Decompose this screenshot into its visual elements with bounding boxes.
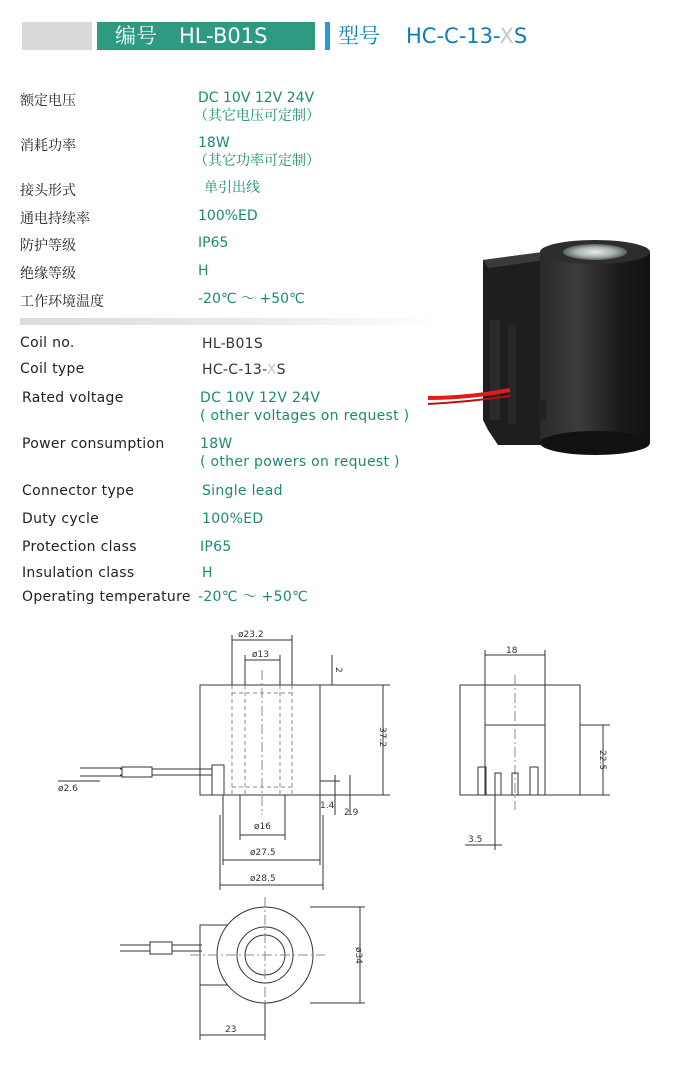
side-view-drawing [450, 635, 630, 865]
dim-outer-top: ø23.2 [238, 630, 264, 640]
coil-number-banner [97, 22, 315, 50]
spec-cn-value: -20℃ ～ +50℃ [198, 291, 305, 307]
spec-cn-value: H [198, 263, 209, 279]
spec-en-value [202, 361, 286, 379]
type-title [338, 22, 527, 50]
spec-cn-label: 通电持续率 [20, 211, 90, 227]
header-grey-block [22, 22, 92, 50]
coil-number-value: HL-B01S [179, 24, 268, 48]
spec-cn-label: 工作环境温度 [20, 294, 104, 310]
dim-base-inner: ø27.5 [250, 848, 276, 858]
dim-top-offset: 23 [225, 1025, 237, 1035]
spec-en-label: Coil type [20, 361, 85, 377]
spec-en-label: Coil no. [20, 335, 75, 351]
spec-en-value: -20℃ ～ +50℃ [198, 589, 309, 605]
dim-h2: 2.9 [344, 808, 359, 818]
dim-base-outer: ø28.5 [250, 874, 276, 884]
spec-cn-value: DC 10V 12V 24V [198, 90, 315, 106]
spec-en-value: H [202, 565, 213, 581]
spec-cn-note: （其它电压可定制） [194, 108, 320, 124]
dim-top-diameter: ø34 [353, 947, 363, 964]
dim-height: 37.2 [377, 727, 387, 748]
spec-en-label: Operating temperature [22, 589, 191, 605]
spec-en-value: IP65 [200, 539, 232, 555]
spec-en-label: Rated voltage [22, 390, 124, 406]
type-title-label: 型号 [338, 24, 380, 48]
section-divider [20, 318, 440, 325]
coil-type-suffix: S [276, 362, 286, 378]
coil-product-photo [428, 230, 688, 460]
spec-cn-note: （其它功率可定制） [194, 153, 320, 169]
type-title-prefix: HC-C-13- [406, 24, 500, 48]
spec-en-value: 100%ED [202, 511, 264, 527]
spec-cn-value: IP65 [198, 235, 229, 251]
dim-side-pin: 3.5 [468, 835, 483, 845]
dim-lead-dia: ø2.6 [58, 784, 78, 794]
coil-type-ghost: X [266, 362, 277, 378]
dim-bore: ø16 [254, 822, 271, 832]
spec-en-note: ( other powers on request ) [200, 454, 400, 470]
dim-inner-top: ø13 [252, 650, 269, 660]
spec-en-label: Protection class [22, 539, 137, 555]
spec-cn-value: 单引出线 [204, 180, 260, 196]
dim-h1: 1.4 [320, 801, 335, 811]
spec-cn-value: 100%ED [198, 208, 258, 224]
type-title-ghost: X [499, 24, 514, 48]
dim-top-gap: 2 [333, 667, 343, 673]
spec-en-label: Duty cycle [22, 511, 100, 527]
spec-en-value: Single lead [202, 483, 283, 499]
spec-cn-value: 18W [198, 135, 230, 151]
coil-type-prefix: HC-C-13- [202, 362, 267, 378]
front-view-drawing [40, 615, 420, 895]
dim-side-height: 22.5 [597, 750, 607, 771]
spec-cn-label: 接头形式 [20, 183, 76, 199]
spec-en-note: ( other voltages on request ) [200, 408, 410, 424]
spec-cn-label: 额定电压 [20, 93, 76, 109]
coil-number-label: 编号 [115, 24, 157, 48]
spec-cn-label: 绝缘等级 [20, 266, 76, 282]
spec-en-value: 18W [200, 436, 233, 452]
spec-en-label: Insulation class [22, 565, 135, 581]
dim-side-width: 18 [506, 646, 518, 656]
spec-cn-label: 防护等级 [20, 238, 76, 254]
spec-cn-label: 消耗功率 [20, 138, 76, 154]
top-view-drawing [110, 895, 380, 1055]
type-title-suffix: S [513, 24, 528, 48]
spec-en-value: DC 10V 12V 24V [200, 390, 321, 406]
spec-en-value: HL-B01S [202, 336, 264, 352]
spec-en-label: Power consumption [22, 436, 165, 452]
spec-en-label: Connector type [22, 483, 135, 499]
type-title-marker [325, 22, 330, 50]
